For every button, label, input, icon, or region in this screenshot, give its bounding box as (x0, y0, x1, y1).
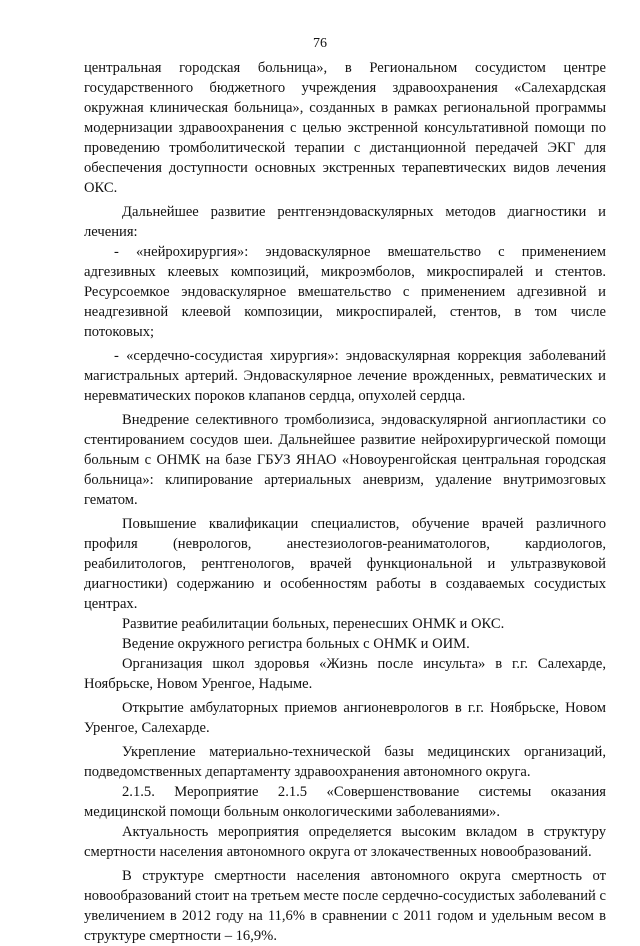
paragraph-1: центральная городская больница», в Региональном сосудистом центре государственного бюджетного учреждения здравоохранения «Салехардская окружная клиническая больница», созданных в рамках региональной программы модернизации здравоохранения с целью экстренной консультативной помощи по проведению тромболитической терапии с дистанционной передачей ЭКГ для обеспечения доступности основных экстренных терапевтических видов лечения ОКС. (84, 60, 606, 196)
list-item-neurosurgery: - «нейрохирургия»: эндоваскулярное вмешательство с применением адгезивных клеевых композиций, микроэмболов, микроспиралей и стентов. Ресурсоемкое эндоваскулярное вмешательство с применением адгезивной и неадгезивной клеевой композиции, микроспиралей, стентов, в том числе потоковых; (84, 244, 606, 340)
paragraph-10: Открытие амбулаторных приемов ангионеврологов в г.г. Ноябрьске, Новом Уренгое, Салехарде. (84, 700, 606, 736)
paragraph-13: Актуальность мероприятия определяется высоким вкладом в структуру смертности населения автономного округа от злокачественных новообразований. (84, 824, 606, 860)
paragraph-6: Повышение квалификации специалистов, обучение врачей различного профиля (неврологов, анестезиологов-реаниматологов, кардиологов, реабилитологов, рентгенологов, врачей функциональной и ультразвуковой диагностики) содержанию и особенностям работы в создаваемых сосудистых центрах. (84, 516, 606, 612)
paragraph-2: Дальнейшее развитие рентгенэндоваскулярных методов диагностики и лечения: (84, 204, 606, 240)
paragraph-14: В структуре смертности населения автономного округа смертность от новообразований стоит на третьем месте после сердечно-сосудистых заболеваний с увеличением в 2012 году на 11,6% в сравнении с 2011 годом и удельным весом в структуре смертности – 16,9%. (84, 868, 606, 944)
paragraph-11: Укрепление материально-технической базы медицинских организаций, подведомственных департаменту здравоохранения автономного округа. (84, 744, 606, 780)
paragraph-5: Внедрение селективного тромболизиса, эндоваскулярной ангиопластики со стентированием сосудов шеи. Дальнейшее развитие нейрохирургической помощи больным с ОНМК на базе ГБУЗ ЯНАО «Новоуренгойская центральная городская больница»: клипирование артериальных аневризм, удаление внутримозговых гематом. (84, 412, 606, 508)
section-heading-2-1-5: 2.1.5. Мероприятие 2.1.5 «Совершенствование системы оказания медицинской помощи больным онкологическими заболеваниями». (84, 784, 606, 820)
paragraph-8: Ведение окружного регистра больных с ОНМК и ОИМ. (122, 636, 470, 652)
paragraph-9: Организация школ здоровья «Жизнь после инсульта» в г.г. Салехарде, Ноябрьске, Новом Уренгое, Надыме. (84, 656, 606, 692)
body-text (84, 58, 606, 946)
paragraph-7: Развитие реабилитации больных, перенесших ОНМК и ОКС. (122, 616, 505, 632)
list-item-cardiovascular-surgery: - «сердечно-сосудистая хирургия»: эндоваскулярная коррекция заболеваний магистральных артерий. Эндоваскулярное лечение врожденных, ревматических и неревматических пороков клапанов сердца, опухолей сердца. (84, 348, 606, 404)
page-number: 76 (313, 36, 327, 51)
